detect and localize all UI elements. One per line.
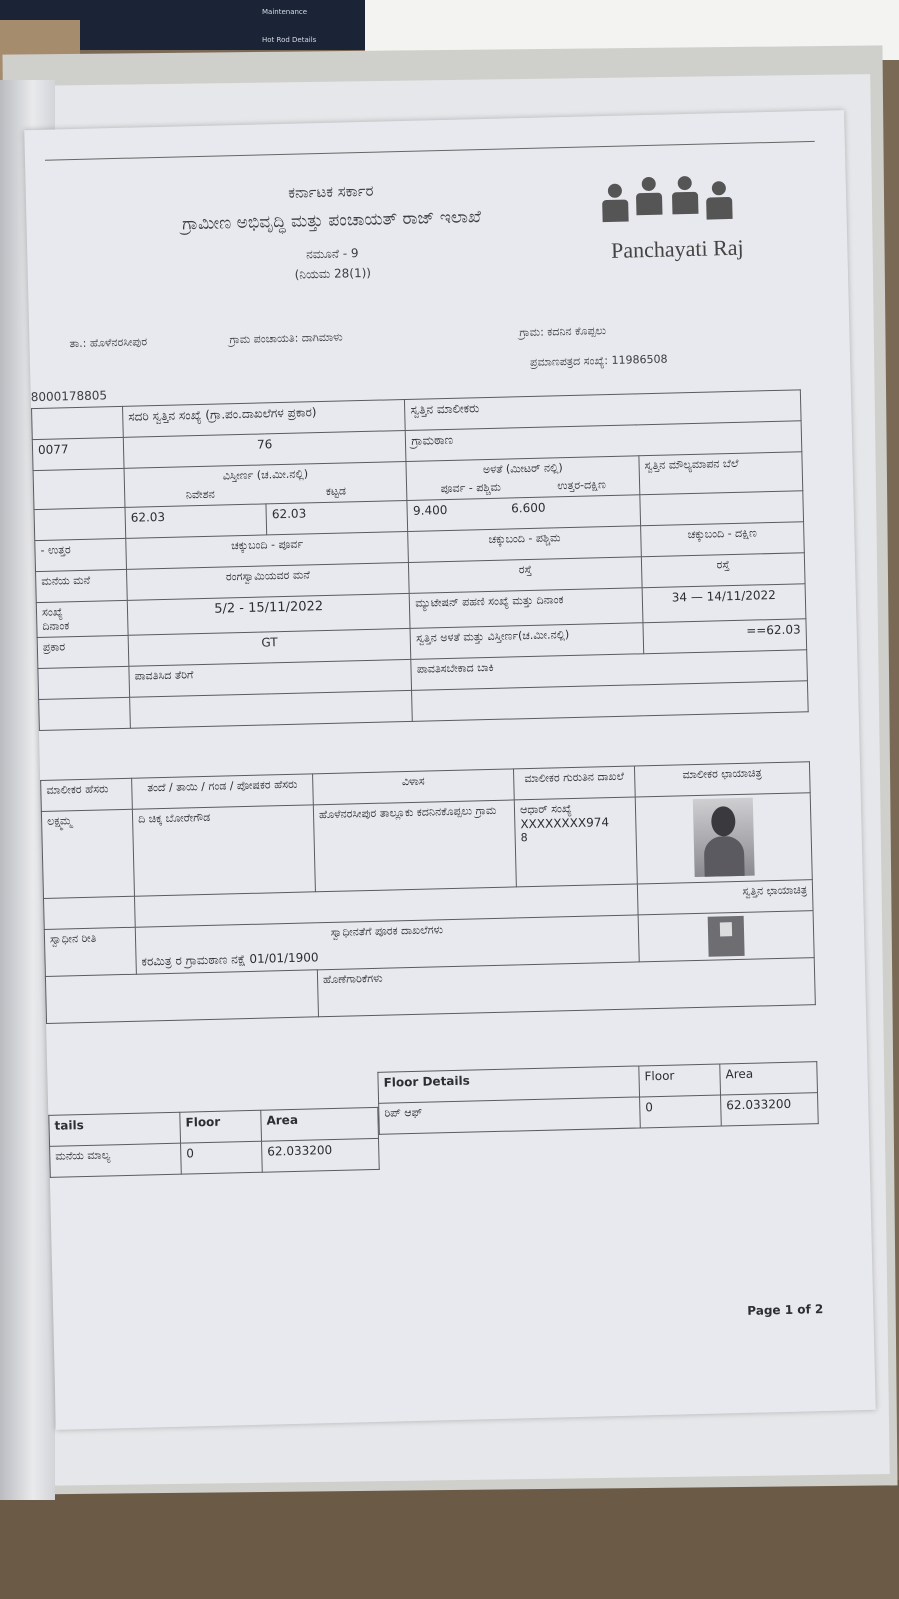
dept-title: ಗ್ರಾಮೀಣ ಅಭಿವೃದ್ಧಿ ಮತ್ತು ಪಂಚಾಯತ್ ರಾಜ್ ಇಲಾಖೆ — [181, 207, 482, 235]
floor-table-right — [377, 1061, 818, 1135]
side-id: 0077 — [32, 437, 124, 470]
owner-relation: ದಿ ಚಿಕ್ಕ ಬೋರೇಗೌಡ — [132, 805, 315, 896]
page-number: Page 1 of 2 — [747, 1302, 824, 1318]
tax-paid-label: ಪಾವತಿಸಿದ ತೆರಿಗೆ — [129, 659, 412, 697]
relation-header: ತಂದೆ / ತಾಯಿ / ಗಂಡ / ಪೋಷಕರ ಹೆಸರು — [132, 774, 314, 809]
ew-length: 9.400 — [412, 502, 448, 518]
site-header: ನಿವೇಶನ — [185, 487, 215, 502]
logo-figure-icon — [608, 184, 622, 198]
owner-label: ಸ್ವತ್ತಿನ ಮಾಲೀಕರು — [405, 390, 801, 431]
owner-address: ಹೊಳೆನರಸೀಪುರ ತಾಲ್ಲೂಕು ಕದನಿನಕೊಪ್ಪಲು ಗ್ರಾಮ — [313, 800, 516, 892]
ns-header: ಉತ್ತರ-ದಕ್ಷಿಣ — [557, 478, 606, 493]
village-label: ಗ್ರಾಮ: ಕದನಿನ ಕೊಪ್ಪಲು — [519, 324, 607, 340]
area-header-right: Area — [720, 1062, 818, 1095]
boundary-east-label: ಚಕ್ಕುಬಂದಿ - ಪೂರ್ವ — [126, 531, 409, 569]
logo-text: Panchayati Raj — [610, 234, 744, 263]
property-number: 76 — [123, 430, 406, 468]
taluk-label: ತಾ.: ಹೊಳೆನರಸೀಪುರ — [69, 335, 148, 351]
mutation-label: ಮ್ಯುಟೇಷನ್ ಪಹಣಿ ಸಂಖ್ಯೆ ಮತ್ತು ದಿನಾಂಕ — [410, 588, 643, 629]
desk — [0, 1480, 899, 1599]
id-number: XXXXXXXX974 — [520, 815, 610, 832]
govt-title: ಕರ್ನಾಟಕ ಸರ್ಕಾರ — [288, 181, 374, 202]
built-area: 62.03 — [266, 500, 408, 534]
form-number: ನಮೂನೆ - 9 — [305, 246, 359, 262]
floor-detail-value: ರಿಪ್ ಆಫ್ — [379, 1097, 641, 1134]
ew-header: ಪೂರ್ವ - ಪಶ್ಚಿಮ — [440, 480, 502, 496]
area-value-right: 62.033200 — [721, 1093, 819, 1126]
area-header: Area — [261, 1107, 379, 1141]
logo-figure-icon — [678, 176, 692, 190]
acquisition-side-label: ಸ್ವಾಧೀನ ರೀತಿ — [44, 927, 136, 976]
floor-details-header: Floor Details — [378, 1066, 640, 1103]
ns-length: 6.600 — [511, 500, 546, 516]
side-house-label: ಮನೆಯ ಮನೆ — [36, 569, 128, 602]
dimension-header: ಅಳತೆ (ಮೀಟರ್ ನಲ್ಲಿ) — [482, 461, 563, 477]
boundary-west-label: ಚಕ್ಕುಬಂದಿ - ಪಶ್ಚಿಮ — [408, 526, 641, 563]
acquisition-docs-value: ಕರಮಿತ್ರ ರ ಗ್ರಾಮಠಾಣ ನಕ್ಷೆ 01/01/1900 — [141, 950, 319, 969]
site-area: 62.03 — [125, 504, 267, 538]
screen-text-2: Hot Rod Details — [262, 36, 317, 44]
certificate-number: ಪ್ರಮಾಣಪತ್ರದ ಸಂಖ್ಯೆ: 11986508 — [529, 352, 668, 369]
owner-photo — [693, 798, 755, 877]
floor-value-right: 0 — [640, 1095, 722, 1128]
area-value: 62.033200 — [262, 1138, 380, 1172]
acquisition-docs-label: ಸ್ವಾಧೀನತೆಗೆ ಪೂರಕ ದಾಖಲೆಗಳು — [330, 923, 444, 939]
id-header: ಮಾಲೀಕರ ಗುರುತಿನ ದಾಖಲೆ — [513, 766, 635, 800]
mutation-value: 34 — 14/11/2022 — [642, 584, 806, 623]
document-id: 8000178805 — [30, 388, 108, 405]
boundary-south-label: ಚಕ್ಕುಬಂದಿ - ದಕ್ಷಿಣ — [641, 522, 805, 557]
panchayati-raj-logo — [596, 172, 759, 286]
property-category: ಗ್ರಾಮಠಾಣ — [406, 421, 802, 462]
boundary-east-value: ರಂಗಸ್ವಾಮಿಯವರ ಮನೆ — [127, 562, 410, 600]
encumbrance-label: ಹೊಣೆಗಾರಿಕೆಗಳು — [317, 958, 815, 1017]
document-frame — [45, 141, 845, 1380]
id-number-tail: 8 — [520, 831, 528, 845]
floor-row-label: ಮನೆಯ ಮಾಲ್ಯ — [50, 1143, 182, 1177]
gp-label: ಗ್ರಾಮ ಪಂಚಾಯತಿ: ದಾಗಿಮಾಳು — [229, 330, 343, 347]
area-header: ವಿಸ್ತೀರ್ಣ (ಚ.ಮೀ.ನಲ್ಲಿ) — [222, 467, 309, 483]
screen-text-1: Maintenance — [262, 8, 308, 16]
side-number-label: ಸಂಖ್ಯೆ — [41, 605, 63, 619]
property-number-label: ಸದರಿ ಸ್ವತ್ತಿನ ಸಂಖ್ಯೆ (ಗ್ರಾ.ಪಂ.ದಾಖಲೆಗಳ ಪ್ರಕಾರ) — [123, 399, 406, 437]
area-dimension-label: ಸ್ವತ್ತಿನ ಅಳತೆ ಮತ್ತು ವಿಸ್ತೀರ್ಣ(ಚ.ಮೀ.ನಲ್ಲಿ) — [410, 623, 643, 660]
boundary-south-value: ರಸ್ತೆ — [641, 553, 805, 588]
registration-value: 5/2 - 15/11/2022 — [127, 593, 410, 635]
built-header: ಕಟ್ಟಡ — [325, 484, 347, 498]
rule-number: (ನಿಯಮ 28(1)) — [294, 265, 372, 282]
property-table — [31, 389, 809, 731]
area-dimension-value: ==62.03 — [643, 619, 807, 654]
valuation-header: ಸ್ವತ್ತಿನ ಮೌಲ್ಯಮಾಪನ ಬೆಲೆ — [639, 452, 803, 495]
side-date-label: ದಿನಾಂಕ — [42, 619, 70, 633]
id-type: ಆಧಾರ್ ಸಂಖ್ಯೆ — [519, 802, 572, 817]
address-header: ವಿಳಾಸ — [313, 769, 515, 805]
side-north-label: - ಉತ್ತರ — [35, 538, 127, 571]
property-photo-label: ಸ್ವತ್ತಿನ ಛಾಯಾಚಿತ್ರ — [637, 880, 813, 915]
owner-name: ಲಕ್ಷ್ಮಮ್ಮ — [41, 809, 134, 898]
side-type-label: ಪ್ರಕಾರ — [37, 635, 129, 668]
logo-figure-icon — [642, 177, 656, 191]
owner-table — [40, 761, 816, 1024]
property-photo — [708, 916, 745, 957]
property-type: GT — [128, 628, 411, 666]
floor-header-right: Floor — [639, 1064, 721, 1097]
floor-table-left — [48, 1107, 379, 1178]
floor-left-header: tails — [49, 1112, 181, 1146]
tax-due-label: ಪಾವತಿಸಬೇಕಾದ ಬಾಕಿ — [411, 650, 807, 691]
photo-header: ಮಾಲೀಕರ ಛಾಯಾಚಿತ್ರ — [634, 762, 810, 797]
floor-value: 0 — [181, 1141, 263, 1174]
owner-name-header: ಮಾಲೀಕರ ಹೆಸರು — [41, 778, 133, 811]
logo-figure-icon — [712, 181, 726, 195]
property-certificate — [24, 110, 876, 1430]
floor-header: Floor — [180, 1110, 262, 1143]
boundary-west-value: ರಸ್ತೆ — [409, 557, 642, 594]
